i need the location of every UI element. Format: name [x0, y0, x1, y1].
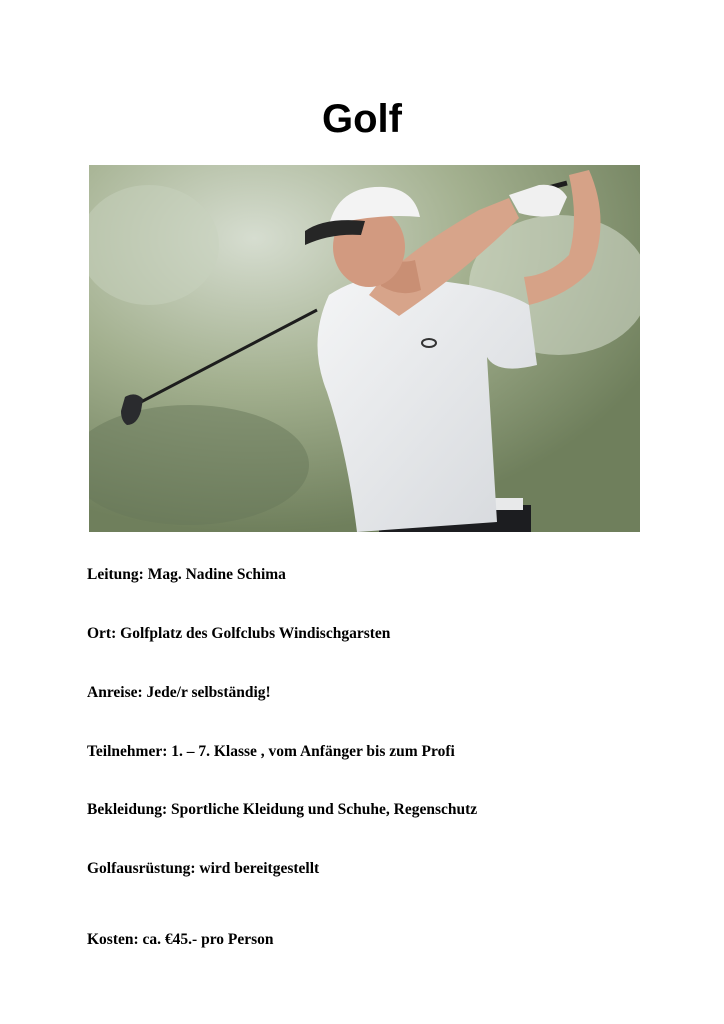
detail-bekleidung: Bekleidung: Sportliche Kleidung und Schuhe, Regenschutz [87, 801, 478, 818]
detail-leitung: Leitung: Mag. Nadine Schima [87, 566, 286, 583]
detail-kosten: Kosten: ca. €45.- pro Person [87, 931, 274, 948]
detail-teilnehmer: Teilnehmer: 1. – 7. Klasse , vom Anfänger bis zum Profi [87, 743, 455, 760]
detail-ort: Ort: Golfplatz des Golfclubs Windischgarsten [87, 625, 391, 642]
golfer-illustration [89, 165, 640, 532]
detail-anreise: Anreise: Jede/r selbständig! [87, 684, 271, 701]
golfer-photo [89, 165, 640, 532]
detail-golfausruestung: Golfausrüstung: wird bereitgestellt [87, 860, 320, 877]
page-title: Golf [322, 97, 402, 141]
